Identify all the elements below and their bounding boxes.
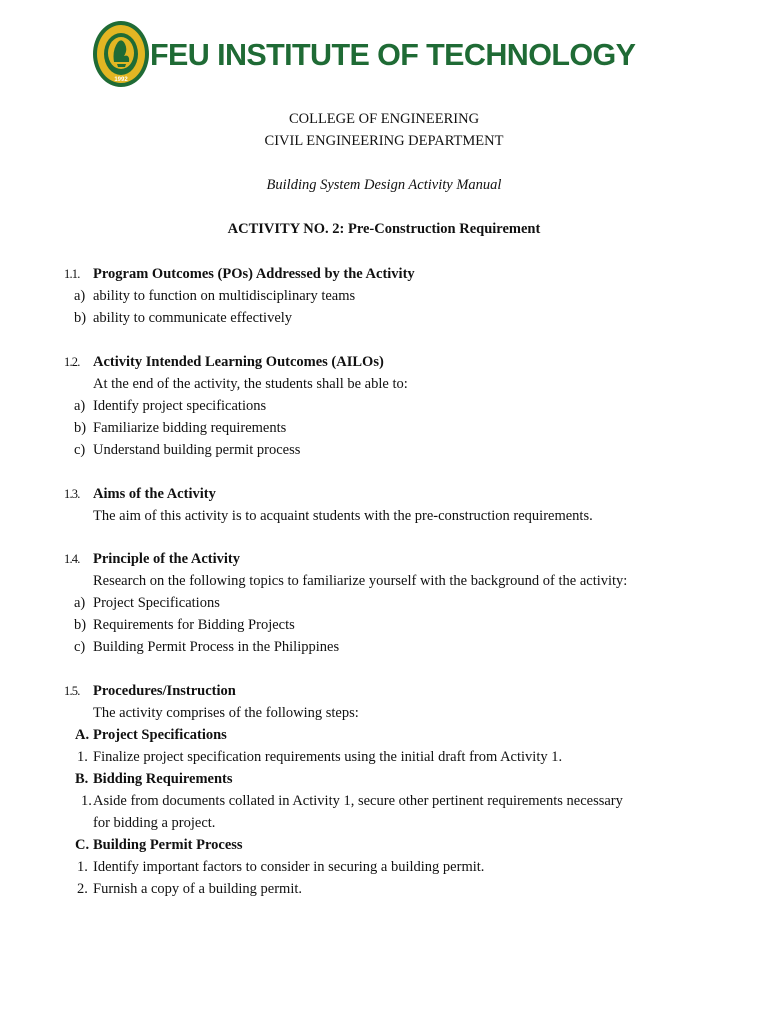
- step-text: Aside from documents collated in Activity 1, secure other pertinent requirements necessary: [93, 793, 623, 809]
- step-group-title: Bidding Requirements: [93, 771, 233, 787]
- section-number: 1.4.: [64, 552, 80, 566]
- list-marker: a): [74, 398, 86, 414]
- step-group-marker: B.: [75, 771, 89, 787]
- section-body: The aim of this activity is to acquaint students with the pre-construction requirements.: [93, 508, 593, 524]
- section-number: 1.5.: [64, 684, 80, 698]
- activity-title: ACTIVITY NO. 2: Pre-Construction Requirement: [227, 221, 541, 237]
- step-group-title: Building Permit Process: [93, 837, 243, 853]
- feu-seal-logo: [92, 20, 150, 88]
- institution-name: FEU INSTITUTE OF TECHNOLOGY: [150, 38, 636, 72]
- step-group-marker: C.: [75, 837, 90, 853]
- step-text: Furnish a copy of a building permit.: [93, 881, 303, 897]
- list-marker: c): [74, 639, 86, 655]
- list-marker: a): [74, 288, 86, 304]
- section-number: 1.3.: [64, 487, 80, 501]
- seal-year: 1992: [114, 77, 128, 83]
- list-item: Requirements for Bidding Projects: [93, 617, 295, 633]
- step-marker: 1.: [77, 859, 88, 875]
- list-item: ability to function on multidisciplinary teams: [93, 288, 356, 304]
- list-marker: c): [74, 442, 86, 458]
- department-name: CIVIL ENGINEERING DEPARTMENT: [264, 133, 504, 149]
- list-marker: b): [74, 617, 87, 633]
- section-heading: Principle of the Activity: [93, 551, 240, 567]
- section-heading: Activity Intended Learning Outcomes (AILOs): [93, 354, 384, 370]
- list-marker: a): [74, 595, 86, 611]
- section-intro: The activity comprises of the following steps:: [93, 705, 359, 721]
- step-text: Finalize project specification requirements using the initial draft from Activity 1.: [93, 749, 563, 765]
- list-marker: b): [74, 310, 87, 326]
- letterhead: [92, 20, 692, 92]
- step-marker: 1.: [81, 793, 92, 809]
- step-group-marker: A.: [75, 727, 90, 743]
- section-heading: Procedures/Instruction: [93, 683, 236, 699]
- list-marker: b): [74, 420, 87, 436]
- section-heading: Program Outcomes (POs) Addressed by the Activity: [93, 266, 415, 282]
- step-group-title: Project Specifications: [93, 727, 227, 743]
- list-item: Familiarize bidding requirements: [93, 420, 287, 436]
- list-item: Project Specifications: [93, 595, 220, 611]
- list-item: Understand building permit process: [93, 442, 301, 458]
- step-marker: 2.: [77, 881, 88, 897]
- step-text: Identify important factors to consider in securing a building permit.: [93, 859, 485, 875]
- list-item: ability to communicate effectively: [93, 310, 293, 326]
- section-number: 1.1.: [64, 267, 80, 281]
- list-item: Building Permit Process in the Philippines: [93, 639, 340, 655]
- step-marker: 1.: [77, 749, 88, 765]
- list-item: Identify project specifications: [93, 398, 267, 414]
- section-intro: At the end of the activity, the students shall be able to:: [93, 376, 408, 392]
- section-intro: Research on the following topics to familiarize yourself with the background of the activity:: [93, 573, 628, 589]
- college-name: COLLEGE OF ENGINEERING: [288, 111, 480, 127]
- section-heading: Aims of the Activity: [93, 486, 216, 502]
- manual-title: Building System Design Activity Manual: [266, 177, 502, 193]
- step-text-continued: for bidding a project.: [93, 815, 216, 831]
- section-number: 1.2.: [64, 355, 80, 369]
